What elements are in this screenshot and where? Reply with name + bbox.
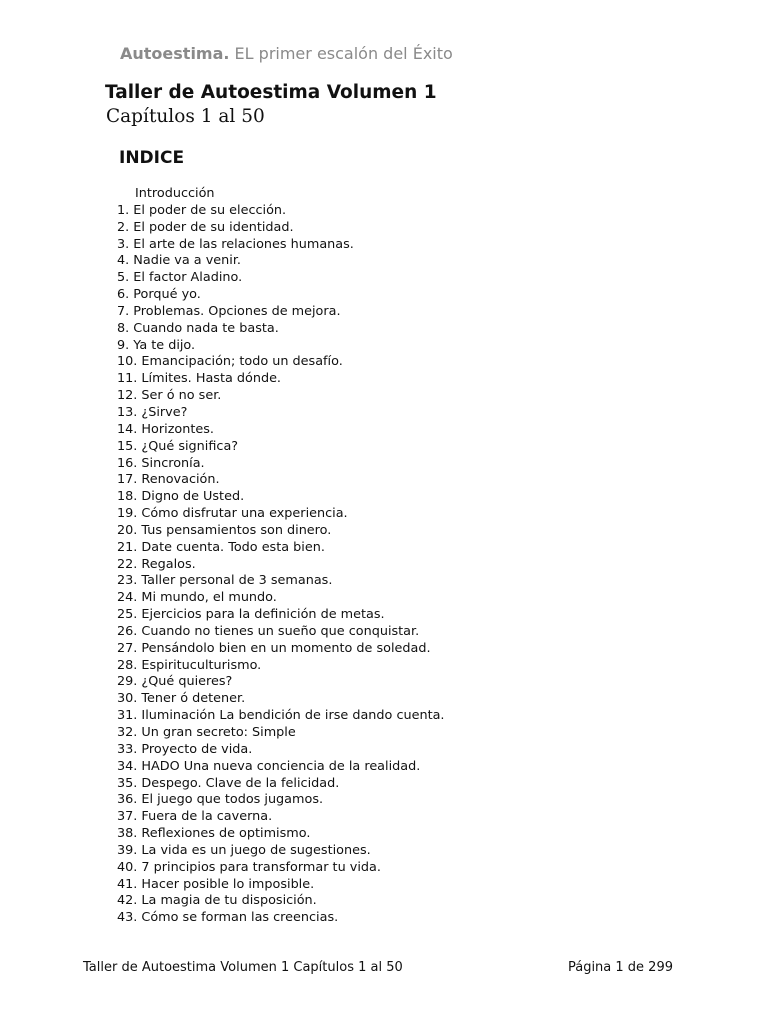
toc-item: 18. Digno de Usted. [117, 489, 245, 505]
toc-item: 38. Reflexiones de optimismo. [117, 826, 311, 842]
page-number: Página 1 de 299 [567, 960, 673, 975]
table-of-contents [117, 186, 445, 927]
toc-item: 4. Nadie va a venir. [117, 253, 241, 269]
footer-title: Taller de Autoestima Volumen 1 Capítulos 1 al 50 [83, 960, 403, 975]
toc-item-introduction: Introducción [135, 186, 215, 201]
toc-item: 32. Un gran secreto: Simple [117, 725, 296, 740]
toc-item: 41. Hacer posible lo imposible. [117, 876, 315, 892]
toc-item: 2. El poder de su identidad. [117, 219, 294, 235]
toc-item: 29. ¿Qué quieres? [117, 674, 233, 690]
toc-item: 15. ¿Qué significa? [117, 438, 239, 454]
toc-item: 30. Tener ó detener. [117, 691, 246, 707]
toc-item: 37. Fuera de la caverna. [117, 809, 273, 825]
toc-item: 40. 7 principios para transformar tu vida. [117, 859, 381, 875]
toc-item: 5. El factor Aladino. [117, 270, 243, 286]
toc-item: 25. Ejercicios para la definición de metas. [117, 607, 385, 623]
toc-item: 34. HADO Una nueva conciencia de la realidad. [117, 758, 421, 774]
toc-item: 6. Porqué yo. [117, 287, 201, 303]
toc-item: 10. Emancipación; todo un desafío. [117, 354, 343, 370]
toc-item: 28. Espirituculturismo. [117, 657, 262, 673]
toc-item: 35. Despego. Clave de la felicidad. [117, 775, 340, 791]
toc-item: 17. Renovación. [117, 472, 220, 488]
toc-item: 33. Proyecto de vida. [117, 741, 253, 757]
running-header [120, 44, 453, 63]
toc-item: 31. Iluminación La bendición de irse dando cuenta. [117, 708, 445, 724]
toc-item: 20. Tus pensamientos son dinero. [117, 522, 332, 538]
toc-item: 43. Cómo se forman las creencias. [117, 910, 339, 926]
toc-item: 3. El arte de las relaciones humanas. [117, 236, 354, 252]
toc-item: 42. La magia de tu disposición. [117, 893, 317, 909]
index-heading: INDICE [119, 148, 185, 168]
toc-item: 16. Sincronía. [117, 455, 205, 471]
toc-item: 24. Mi mundo, el mundo. [117, 590, 277, 606]
toc-item: 22. Regalos. [117, 556, 196, 572]
document-subtitle: Capítulos 1 al 50 [106, 106, 265, 127]
toc-item: 11. Límites. Hasta dónde. [117, 371, 282, 387]
toc-item: 8. Cuando nada te basta. [117, 320, 279, 336]
document-title: Taller de Autoestima Volumen 1 [105, 82, 437, 103]
toc-item: 27. Pensándolo bien en un momento de soledad. [117, 640, 431, 656]
toc-item: 36. El juego que todos jugamos. [117, 792, 324, 808]
toc-item: 21. Date cuenta. Todo esta bien. [117, 539, 325, 555]
toc-item: 26. Cuando no tienes un sueño que conquistar. [117, 623, 420, 639]
header-brand: Autoestima. [120, 44, 230, 63]
toc-item: 19. Cómo disfrutar una experiencia. [117, 506, 348, 522]
header-tagline: EL primer escalón del Éxito [229, 44, 453, 63]
toc-item: 1. El poder de su elección. [117, 202, 287, 218]
toc-item: 9. Ya te dijo. [117, 337, 196, 353]
toc-item: 7. Problemas. Opciones de mejora. [117, 303, 341, 319]
toc-item: 39. La vida es un juego de sugestiones. [117, 842, 371, 858]
toc-item: 13. ¿Sirve? [117, 404, 188, 420]
toc-item: 23. Taller personal de 3 semanas. [117, 573, 333, 589]
toc-item: 14. Horizontes. [117, 421, 214, 437]
toc-item: 12. Ser ó no ser. [117, 388, 222, 404]
